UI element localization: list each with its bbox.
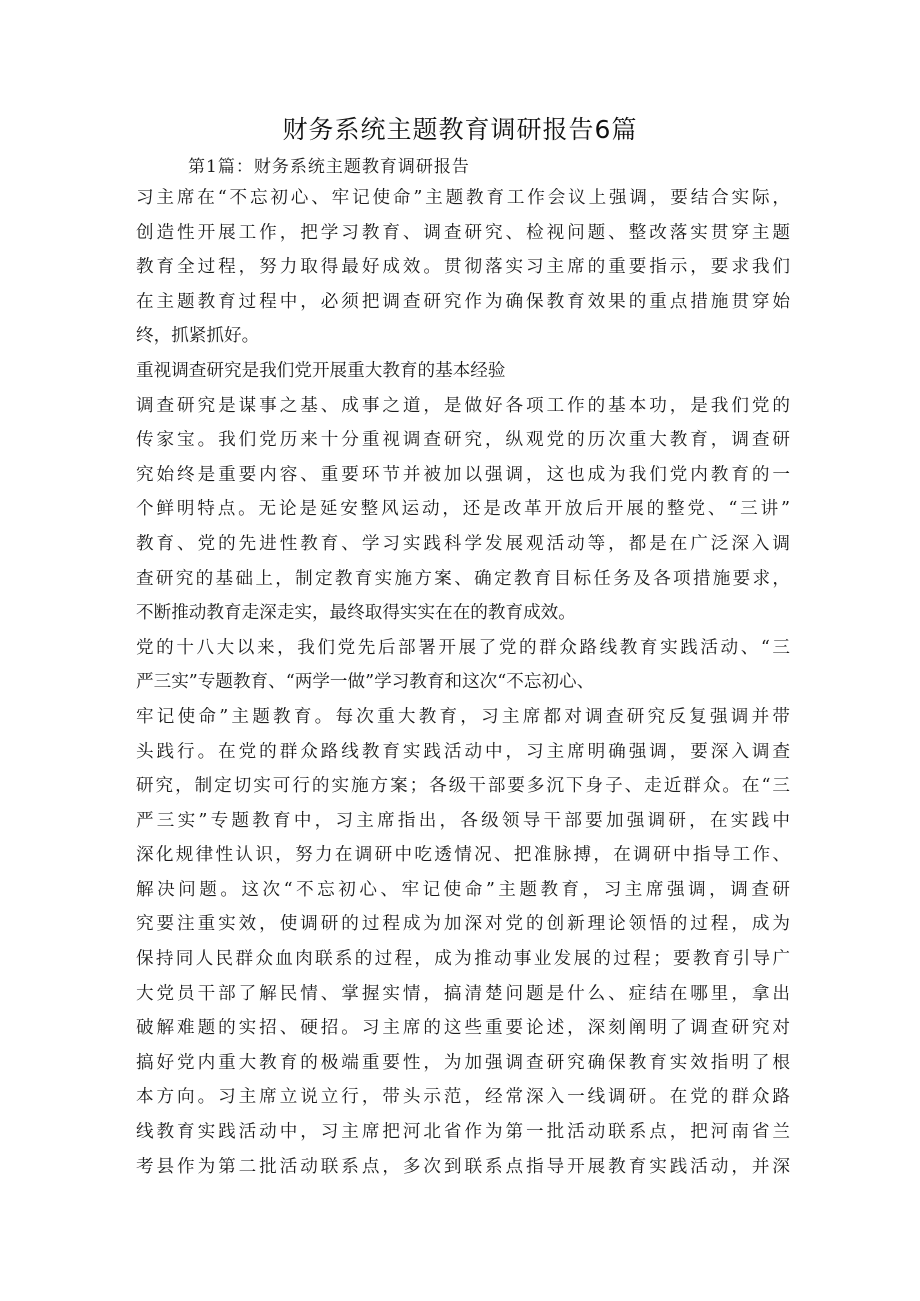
body-line: 大党员干部了解民情、掌握实情，搞清楚问题是什么、症结在哪里，拿出: [136, 983, 790, 1004]
body-line: 线教育实践活动中，习主席把河北省作为第一批活动联系点，把河南省兰: [136, 1122, 790, 1143]
body-line: 创造性开展工作，把学习教育、调查研究、检视问题、整改落实贯穿主题: [136, 222, 790, 243]
body-line: 搞好党内重大教育的极端重要性，为加强调查研究确保教育实效指明了根: [136, 1052, 790, 1073]
body-line: 保持同人民群众血肉联系的过程，成为推动事业发展的过程；要教育引导广: [136, 949, 790, 970]
body-line: 破解难题的实招、硬招。习主席的这些重要论述，深刻阐明了调查研究对: [136, 1018, 790, 1039]
body-line: 习主席在“不忘初心、牢记使命”主题教育工作会议上强调，要结合实际，: [136, 188, 790, 208]
body-line: 严三实”专题教育中，习主席指出，各级领导干部要加强调研，在实践中: [136, 810, 790, 831]
body-line: 考县作为第二批活动联系点，多次到联系点指导开展教育实践活动，并深: [136, 1156, 790, 1177]
body-line: 调查研究是谋事之基、成事之道，是做好各项工作的基本功，是我们党的: [136, 395, 790, 416]
body-line: 个鲜明特点。无论是延安整风运动，还是改革开放后开展的整党、“三讲”: [136, 499, 790, 520]
body-line: 传家宝。我们党历来十分重视调查研究，纵观党的历次重大教育，调查研: [136, 430, 790, 451]
body-line: 头践行。在党的群众路线教育实践活动中，习主席明确强调，要深入调查: [136, 741, 790, 762]
body-line: 本方向。习主席立说立行，带头示范，经常深入一线调研。在党的群众路: [136, 1087, 790, 1108]
body-line: 研究，制定切实可行的实施方案；各级干部要多沉下身子、走近群众。在“三: [136, 776, 790, 797]
body-line: 解决问题。这次“不忘初心、牢记使命”主题教育，习主席强调，调查研: [136, 879, 790, 900]
body-line: 究要注重实效，使调研的过程成为加深对党的创新理论领悟的过程，成为: [136, 914, 790, 935]
body-line: 究始终是重要内容、重要环节并被加以强调，这也成为我们党内教育的一: [136, 464, 790, 485]
body-line: 不断推动教育走深走实，最终取得实实在在的教育成效。: [136, 603, 576, 624]
body-line: 在主题教育过程中，必须把调查研究作为确保教育效果的重点措施贯穿始: [136, 291, 790, 312]
document-body: [136, 181, 790, 1184]
body-line: 重视调查研究是我们党开展重大教育的基本经验: [136, 360, 506, 381]
body-line: 教育、党的先进性教育、学习实践科学发展观活动等，都是在广泛深入调: [136, 533, 790, 554]
body-line: 牢记使命”主题教育。每次重大教育，习主席都对调查研究反复强调并带: [136, 706, 790, 727]
body-line: 严三实”专题教育、“两学一做”学习教育和这次“不忘初心、: [136, 672, 595, 693]
body-line: 查研究的基础上，制定教育实施方案、确定教育目标任务及各项措施要求，: [136, 568, 790, 589]
document-title: 财务系统主题教育调研报告6篇: [282, 115, 638, 144]
document-subtitle: 第1篇：财务系统主题教育调研报告: [188, 157, 470, 177]
body-line: 深化规律性认识，努力在调研中吃透情况、把准脉搏，在调研中指导工作、: [136, 845, 790, 866]
body-line: 教育全过程，努力取得最好成效。贯彻落实习主席的重要指示，要求我们: [136, 257, 790, 278]
body-line: 终，抓紧抓好。: [136, 326, 260, 347]
body-line: 党的十八大以来，我们党先后部署开展了党的群众路线教育实践活动、“三: [136, 637, 790, 658]
